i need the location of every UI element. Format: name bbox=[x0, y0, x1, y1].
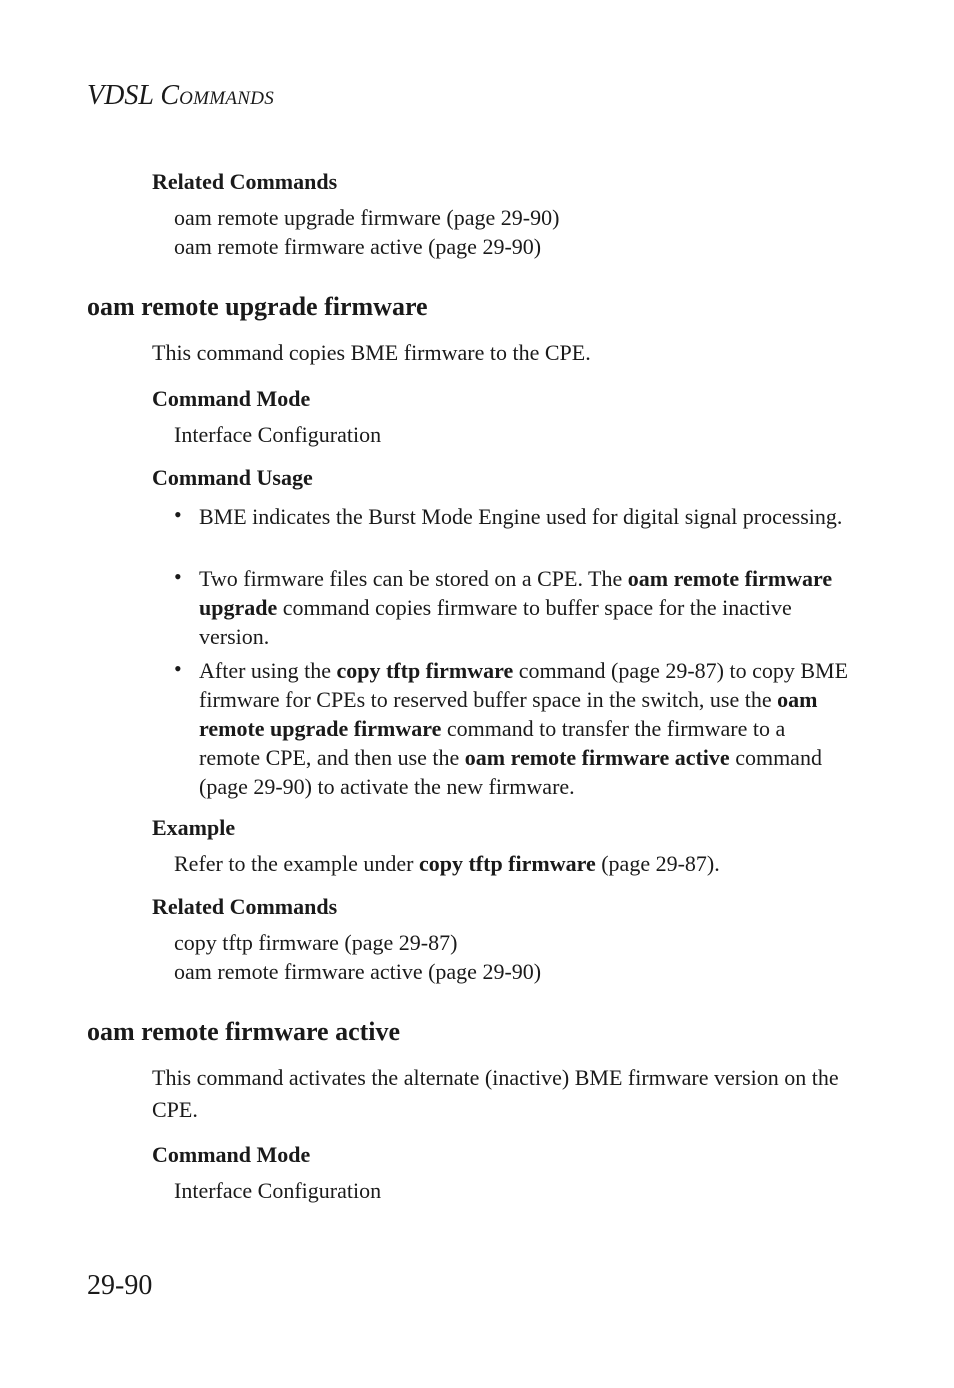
related-command-link: oam remote firmware active (page 29-90) bbox=[174, 234, 542, 259]
command-mode-value: Interface Configuration bbox=[174, 1178, 382, 1203]
section-title-upgrade: oam remote upgrade firmware bbox=[87, 292, 428, 321]
section-description: This command copies BME firmware to the CPE. bbox=[152, 340, 591, 365]
usage-bullet-3: After using the copy tftp firmware command (page 29-87) to copy BME firmware for CPEs to reserved buffer space in the switch, use the oam remote upgrade firmware command to transfer the firmware to a remote CPE, and then use the oam remote firmware active command (page 29-90) to activate the new firmware. bbox=[199, 658, 849, 799]
command-usage-heading: Command Usage bbox=[152, 465, 313, 490]
command-keyword: copy tftp firmware bbox=[336, 658, 514, 683]
command-keyword: oam remote upgrade firmware bbox=[199, 687, 818, 741]
command-keyword: copy tftp firmware bbox=[418, 851, 596, 876]
running-header: VDSL COMMANDS bbox=[87, 80, 275, 111]
related-commands-heading: Related Commands bbox=[152, 169, 338, 194]
bullet-marker: • bbox=[174, 502, 182, 527]
command-mode-heading: Command Mode bbox=[152, 1142, 311, 1167]
page-number: 29-90 bbox=[87, 1270, 153, 1301]
related-command-link: oam remote upgrade firmware (page 29-90) bbox=[174, 205, 560, 230]
related-commands-heading: Related Commands bbox=[152, 894, 338, 919]
command-mode-heading: Command Mode bbox=[152, 386, 311, 411]
command-keyword: oam remote firmware active bbox=[464, 745, 730, 770]
bullet-marker: • bbox=[174, 564, 182, 589]
command-keyword: oam remote firmware upgrade bbox=[199, 566, 833, 620]
usage-bullet-2: Two firmware files can be stored on a CPE. The oam remote firmware upgrade command copies firmware to buffer space for the inactive version. bbox=[199, 566, 833, 649]
section-description: This command activates the alternate (inactive) BME firmware version on the CPE. bbox=[152, 1065, 839, 1122]
example-heading: Example bbox=[152, 815, 236, 840]
bullet-marker: • bbox=[174, 656, 182, 681]
section-title-active: oam remote firmware active bbox=[87, 1017, 401, 1046]
usage-bullet-1: BME indicates the Burst Mode Engine used for digital signal processing. bbox=[199, 504, 843, 529]
command-mode-value: Interface Configuration bbox=[174, 422, 382, 447]
example-text: Refer to the example under copy tftp firmware (page 29-87). bbox=[174, 851, 720, 876]
related-command-link: copy tftp firmware (page 29-87) bbox=[174, 930, 458, 955]
related-command-link: oam remote firmware active (page 29-90) bbox=[174, 959, 542, 984]
